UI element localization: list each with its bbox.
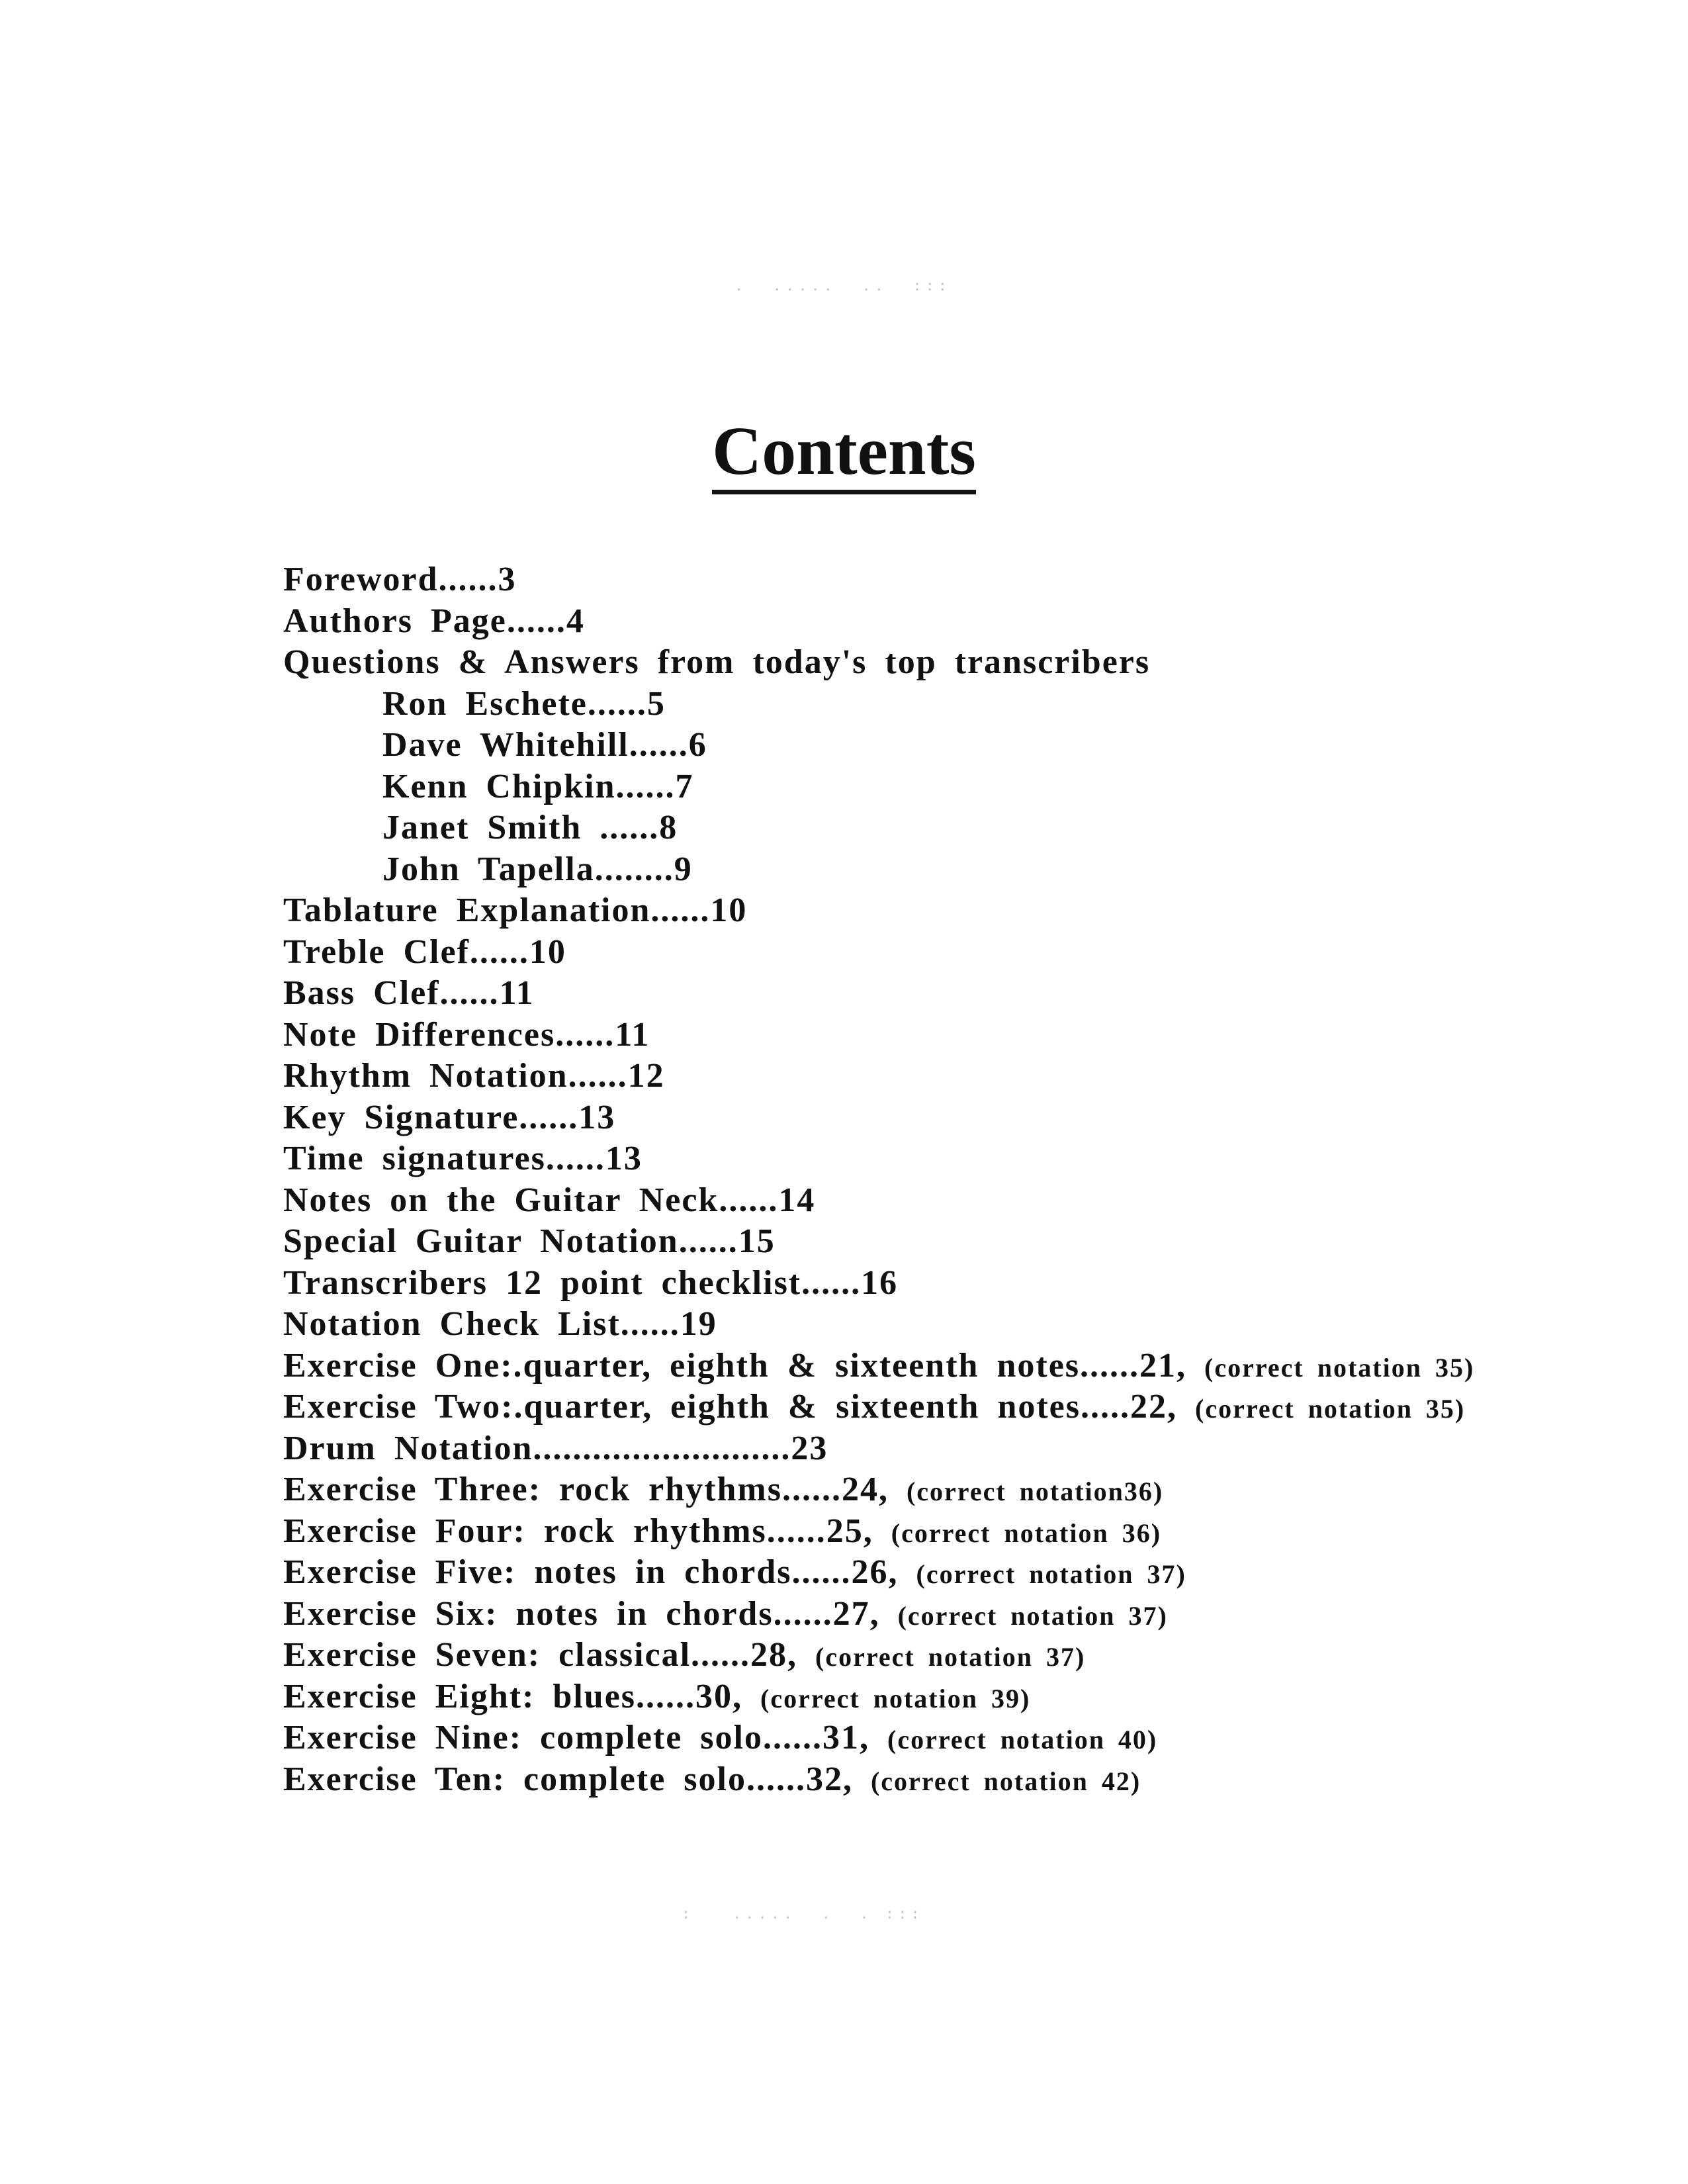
toc-entry-text: Treble Clef......10 xyxy=(283,933,566,971)
toc-entry-text: Bass Clef......11 xyxy=(283,974,535,1012)
toc-entry-note: (correct notation 37) xyxy=(916,1559,1186,1589)
toc-entry xyxy=(283,890,1660,932)
toc-entry xyxy=(283,1552,1660,1594)
toc-entry-text: Exercise Six: notes in chords......27, xyxy=(283,1594,880,1633)
toc-entry xyxy=(283,1635,1660,1676)
toc-entry xyxy=(283,642,1660,684)
toc-entry xyxy=(283,849,1660,891)
toc-entry xyxy=(283,1304,1660,1345)
toc-entry xyxy=(283,766,1660,808)
toc-entry-text: Key Signature......13 xyxy=(283,1098,616,1136)
toc-entry xyxy=(283,684,1660,725)
toc-entry-text: Dave Whitehill......6 xyxy=(382,726,707,764)
toc-entry-note: (correct notation 39) xyxy=(760,1683,1031,1713)
toc-entry-note: (correct notation 37) xyxy=(897,1600,1168,1631)
toc-entry xyxy=(283,1263,1660,1304)
toc-entry-text: Tablature Explanation......10 xyxy=(283,891,748,929)
toc-entry xyxy=(283,1759,1660,1801)
toc-entry xyxy=(283,1015,1660,1056)
toc-entry-note: (correct notation 42) xyxy=(870,1766,1141,1796)
toc-entry-text: Notes on the Guitar Neck......14 xyxy=(283,1181,816,1219)
toc-entry-text: Exercise Seven: classical......28, xyxy=(283,1636,798,1674)
toc-entry xyxy=(283,1138,1660,1180)
toc-entry xyxy=(283,1056,1660,1097)
page-title xyxy=(0,412,1688,494)
toc-entry-text: Kenn Chipkin......7 xyxy=(382,767,694,805)
toc-entry-note: (correct notation 36) xyxy=(891,1518,1162,1548)
toc-entry-note: (correct notation 35) xyxy=(1195,1394,1466,1424)
toc-entry-text: Transcribers 12 point checklist......16 xyxy=(283,1263,899,1302)
toc-entry xyxy=(283,1387,1660,1428)
scan-artifact-top: . ..... .. ::: xyxy=(734,278,952,295)
page-title-text: Contents xyxy=(712,417,976,494)
toc-entry-note: (correct notation 35) xyxy=(1204,1352,1475,1383)
toc-entry-text: Questions & Answers from today's top transcribers xyxy=(283,643,1151,681)
toc-entry-text: Special Guitar Notation......15 xyxy=(283,1222,776,1260)
table-of-contents xyxy=(283,559,1660,1800)
toc-entry xyxy=(283,1511,1660,1553)
toc-entry xyxy=(283,601,1660,643)
toc-entry xyxy=(283,725,1660,766)
toc-entry-text: Exercise Four: rock rhythms......25, xyxy=(283,1512,873,1550)
toc-entry xyxy=(283,1345,1660,1387)
toc-entry xyxy=(283,932,1660,974)
toc-entry xyxy=(283,1180,1660,1222)
toc-entry xyxy=(283,807,1660,849)
toc-entry-text: Time signatures......13 xyxy=(283,1140,643,1177)
toc-entry-text: Exercise Two:.quarter, eighth & sixteenth notes.....22, xyxy=(283,1388,1177,1426)
toc-entry-text: Authors Page......4 xyxy=(283,602,585,640)
toc-entry xyxy=(283,1097,1660,1139)
toc-entry-text: Exercise Nine: complete solo......31, xyxy=(283,1719,869,1756)
toc-entry-text: Foreword......3 xyxy=(283,561,517,598)
toc-entry-text: Rhythm Notation......12 xyxy=(283,1057,665,1095)
toc-entry-text: Note Differences......11 xyxy=(283,1015,650,1054)
toc-entry-text: Exercise Three: rock rhythms......24, xyxy=(283,1471,889,1508)
toc-entry xyxy=(283,559,1660,601)
toc-entry xyxy=(283,1428,1660,1470)
toc-entry-text: Notation Check List......19 xyxy=(283,1305,717,1343)
toc-entry-text: Janet Smith ......8 xyxy=(382,809,678,846)
toc-entry xyxy=(283,1594,1660,1635)
toc-entry-note: (correct notation 40) xyxy=(887,1725,1158,1754)
toc-entry xyxy=(283,1676,1660,1718)
toc-entry-text: Exercise Five: notes in chords......26, xyxy=(283,1553,899,1591)
toc-entry-text: Ron Eschete......5 xyxy=(382,684,666,723)
toc-entry-note: (correct notation36) xyxy=(906,1477,1164,1506)
toc-entry-text: John Tapella........9 xyxy=(382,850,693,888)
toc-entry-note: (correct notation 37) xyxy=(815,1642,1086,1672)
toc-entry xyxy=(283,973,1660,1015)
toc-entry-text: Exercise Ten: complete solo......32, xyxy=(283,1760,853,1798)
toc-entry xyxy=(283,1469,1660,1511)
toc-entry xyxy=(283,1717,1660,1759)
toc-entry-text: Drum Notation..........................23 xyxy=(283,1429,828,1467)
toc-entry-text: Exercise Eight: blues......30, xyxy=(283,1677,743,1715)
toc-entry xyxy=(283,1221,1660,1263)
scan-artifact-bottom: : ..... . . ::: xyxy=(682,1906,924,1923)
toc-entry-text: Exercise One:.quarter, eighth & sixteenth notes......21, xyxy=(283,1346,1187,1385)
